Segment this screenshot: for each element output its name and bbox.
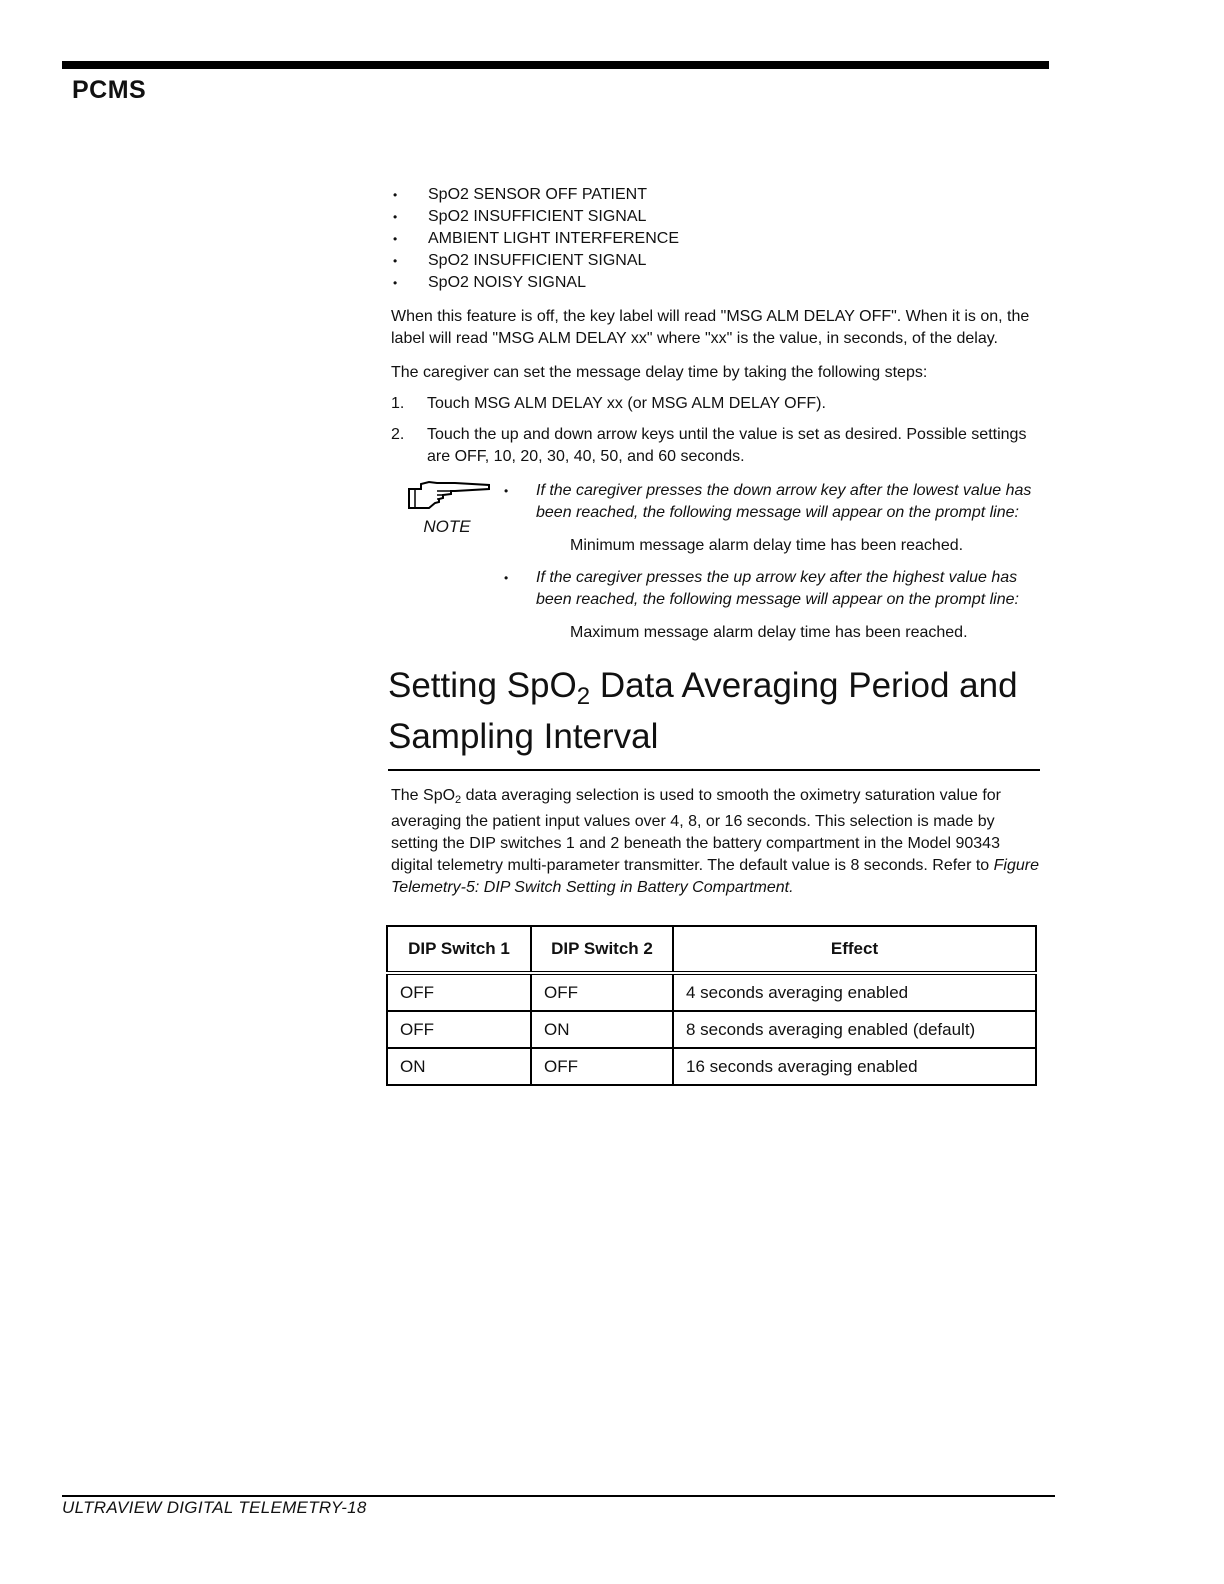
note-item (536, 567, 1041, 644)
page-header-title: PCMS (72, 76, 147, 104)
table-cell: OFF (531, 973, 673, 1011)
table-row (387, 1048, 1036, 1085)
table-header-row (387, 926, 1036, 973)
steps-list (391, 393, 1041, 468)
list-item: • SpO2 INSUFFICIENT SIGNAL (391, 250, 1041, 272)
heading-subscript: 2 (576, 683, 591, 710)
intro-text: data averaging selection is used to smooth the oximetry saturation value for averaging the patient input values over 4, 8, or 16 seconds. This selection is made by setting the DIP switches 1 and 2 beneath the battery compartment in the Model 90343 digital telemetry multi-parameter transmitter. The default value is 8 seconds. Refer to (391, 787, 1002, 874)
step-item (391, 393, 1041, 415)
column-header: DIP Switch 1 (387, 926, 531, 973)
page-footer-title: ULTRAVIEW DIGITAL TELEMETRY-18 (62, 1498, 367, 1517)
main-content (388, 184, 1041, 1086)
note-graphic (407, 480, 487, 538)
table-cell: OFF (387, 1011, 531, 1048)
list-item: • AMBIENT LIGHT INTERFERENCE (391, 228, 1041, 250)
list-item: • SpO2 INSUFFICIENT SIGNAL (391, 206, 1041, 228)
note-item (536, 480, 1041, 557)
step-number: 2. (391, 426, 405, 443)
figure-reference: Figure Telemetry-5: DIP Switch Setting in Battery Compartment. (391, 857, 1039, 896)
table-cell: 16 seconds averaging enabled (673, 1048, 1036, 1085)
table-cell: 4 seconds averaging enabled (673, 973, 1036, 1011)
dip-switch-table (386, 925, 1037, 1086)
intro-text: The SpO (391, 787, 456, 804)
table-row (387, 973, 1036, 1011)
list-item: • SpO2 SENSOR OFF PATIENT (391, 184, 1041, 206)
table-cell: 8 seconds averaging enabled (default) (673, 1011, 1036, 1048)
table-cell: OFF (531, 1048, 673, 1085)
alarm-message-list (391, 184, 1041, 294)
note-block (391, 480, 1041, 644)
section-heading (388, 666, 1040, 771)
table-cell: ON (531, 1011, 673, 1048)
footer-rule (62, 1495, 1055, 1497)
step-item (391, 424, 1041, 468)
step-number: 1. (391, 395, 405, 412)
intro-subscript: 2 (455, 794, 462, 806)
column-header: Effect (673, 926, 1036, 973)
header-rule (62, 61, 1049, 69)
step-text: Touch MSG ALM DELAY xx (or MSG ALM DELAY OFF). (427, 395, 826, 412)
table-row (387, 1011, 1036, 1048)
heading-text: Data Averaging Period and Sampling Interval (388, 666, 1018, 756)
table-cell: OFF (387, 973, 531, 1011)
prompt-message: Maximum message alarm delay time has been reached. (570, 624, 968, 641)
prompt-message: Minimum message alarm delay time has been reached. (570, 537, 964, 554)
heading-text: Setting SpO (388, 666, 577, 705)
note-text: • If the caregiver presses the up arrow key after the highest value has been reached, the following message will appear on the prompt line: (536, 569, 1019, 608)
note-label: NOTE (423, 517, 471, 536)
table-cell: ON (387, 1048, 531, 1085)
column-header: DIP Switch 2 (531, 926, 673, 973)
step-text: Touch the up and down arrow keys until the value is set as desired. Possible settings are OFF, 10, 20, 30, 40, 50, and 60 seconds. (427, 426, 1027, 465)
note-text: • If the caregiver presses the down arrow key after the lowest value has been reached, the following message will appear on the prompt line: (536, 482, 1032, 521)
list-item: • SpO2 NOISY SIGNAL (391, 272, 1041, 294)
pointing-hand-icon (407, 480, 491, 512)
steps-intro-paragraph: The caregiver can set the message delay time by taking the following steps: (391, 364, 928, 381)
feature-paragraph: When this feature is off, the key label will read "MSG ALM DELAY OFF". When it is on, the label will read "MSG ALM DELAY xx" where "xx" is the value, in seconds, of the delay. (391, 308, 1030, 347)
section-intro (391, 785, 1041, 899)
